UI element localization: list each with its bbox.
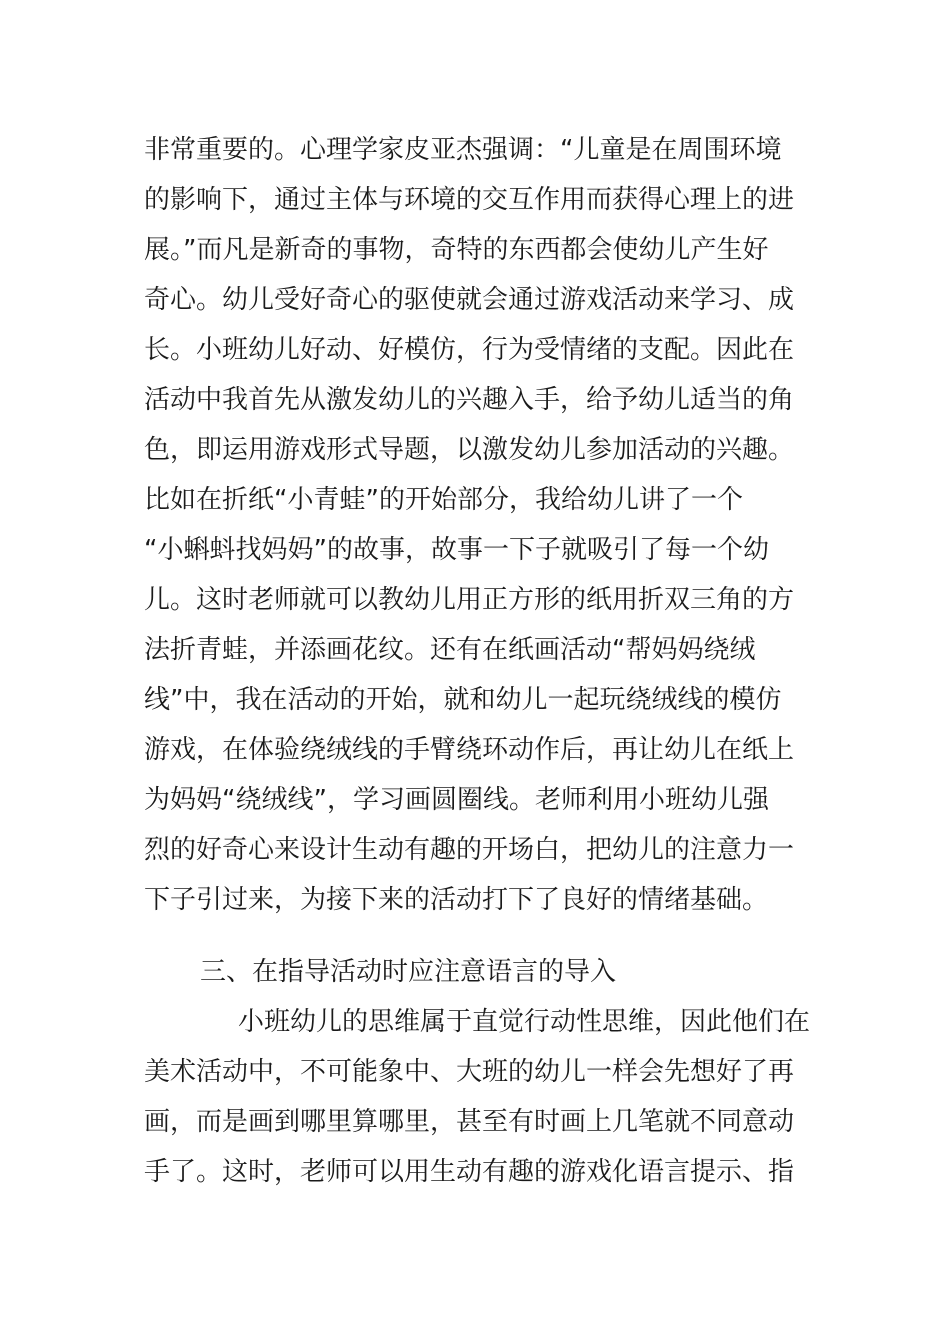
text-line: 为妈妈“绕绒线”，学习画圆圈线。老师利用小班幼儿强 — [144, 785, 769, 815]
text-line: 比如在折纸“小青蛙”的开始部分，我给幼儿讲了一个 — [144, 485, 743, 515]
text-line: 烈的好奇心来设计生动有趣的开场白，把幼儿的注意力一 — [144, 835, 795, 865]
section-heading: 三、在指导活动时应注意语言的导入 — [200, 957, 617, 987]
text-line: 法折青蛙，并添画花纹。还有在纸画活动“帮妈妈绕绒 — [144, 635, 756, 665]
text-line: 奇心。幼儿受好奇心的驱使就会通过游戏活动来学习、成 — [144, 285, 795, 315]
text-line: 画，而是画到哪里算哪里，甚至有时画上几笔就不同意动 — [144, 1107, 795, 1137]
text-line: 手了。这时，老师可以用生动有趣的游戏化语言提示、指 — [144, 1157, 795, 1187]
text-line: 线”中，我在活动的开始，就和幼儿一起玩绕绒线的模仿 — [144, 685, 782, 715]
text-line: 色，即运用游戏形式导题，以激发幼儿参加活动的兴趣。 — [144, 435, 795, 465]
text-line: 游戏，在体验绕绒线的手臂绕环动作后，再让幼儿在纸上 — [144, 735, 795, 765]
text-line: 的影响下，通过主体与环境的交互作用而获得心理上的进 — [144, 185, 795, 215]
text-line: 美术活动中，不可能象中、大班的幼儿一样会先想好了再 — [144, 1057, 795, 1087]
text-line: 长。小班幼儿好动、好模仿，行为受情绪的支配。因此在 — [144, 335, 795, 365]
text-line: “小蝌蚪找妈妈”的故事，故事一下子就吸引了每一个幼 — [144, 535, 769, 565]
text-line: 儿。这时老师就可以教幼儿用正方形的纸用折双三角的方 — [144, 585, 795, 615]
text-line: 非常重要的。心理学家皮亚杰强调：“儿童是在周围环境 — [144, 135, 782, 165]
text-line: 小班幼儿的思维属于直觉行动性思维，因此他们在 — [238, 1007, 811, 1037]
text-line: 展。”而凡是新奇的事物，奇特的东西都会使幼儿产生好 — [144, 235, 769, 265]
text-line: 下子引过来，为接下来的活动打下了良好的情绪基础。 — [144, 885, 769, 915]
text-line: 活动中我首先从激发幼儿的兴趣入手，给予幼儿适当的角 — [144, 385, 795, 415]
